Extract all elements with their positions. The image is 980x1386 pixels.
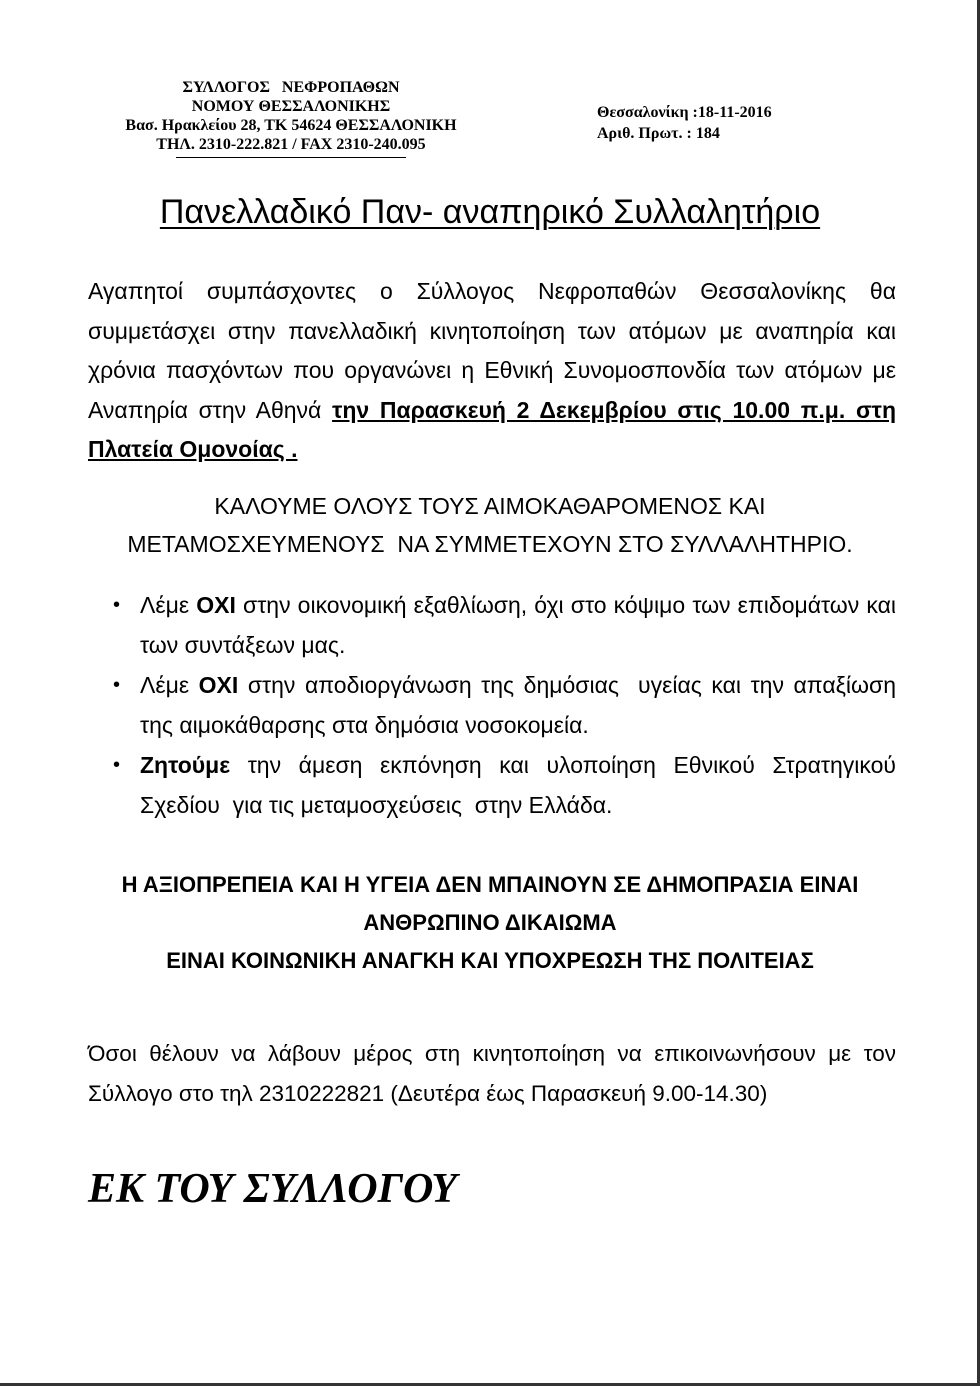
slogan: [0, 866, 980, 980]
place-date: Θεσσαλονίκη :18-11-2016: [597, 104, 772, 121]
demands-list: [110, 585, 903, 825]
letterhead-divider: [176, 157, 406, 158]
bullet-lead: Λέμε: [140, 592, 197, 618]
slogan-line: ΕΙΝΑΙ ΚΟΙΝΩΝΙΚΗ ΑΝΑΓΚΗ ΚΑΙ ΥΠΟΧΡΕΩΣΗ ΤΗΣ ΠΟΛΙΤΕΙΑΣ: [166, 948, 814, 973]
bullet-icon: •: [113, 754, 121, 776]
org-name: ΣΥΛΛΟΓΟΣ ΝΕΦΡΟΠΑΘΩΝ: [182, 79, 400, 96]
call-line: ΚΑΛΟΥΜΕ ΟΛΟΥΣ ΤΟΥΣ ΑΙΜΟΚΑΘΑΡΟΜΕΝΟΣ ΚΑΙ: [214, 493, 766, 519]
call-to-participate: [0, 487, 980, 563]
bullet-lead: Λέμε: [140, 672, 199, 698]
bullet-text: την άμεση εκπόνηση και υλοποίηση Εθνικού Στρατηγικού Σχεδίου για τις μεταμοσχεύσεις στην Ελλάδα.: [140, 752, 903, 818]
bullet-text: στην οικονομική εξαθλίωση, όχι στο κόψιμο των επιδομάτων και των συντάξεων μας.: [140, 592, 896, 658]
document-meta: [597, 102, 772, 144]
org-phone-fax: ΤΗΛ. 2310-222.821 / FAX 2310-240.095: [156, 136, 426, 153]
slogan-line: Η ΑΞΙΟΠΡΕΠΕΙΑ ΚΑΙ Η ΥΓΕΙΑ ΔΕΝ ΜΠΑΙΝΟΥΝ ΣΕ ΔΗΜΟΠΡΑΣΙΑ ΕΙΝΑΙ: [121, 872, 859, 897]
organization-letterhead: [96, 78, 486, 158]
bullet-emphasis: ΟΧΙ: [198, 672, 239, 698]
org-prefecture: ΝΟΜΟΥ ΘΕΣΣΑΛΟΝΙΚΗΣ: [191, 98, 391, 115]
event-date-location: την Παρασκευή 2 Δεκεμβρίου στις 10.00 π.μ. στη Πλατεία Ομονοίας .: [88, 396, 896, 462]
page-title-text: Πανελλαδικό Παν- αναπηρικό Συλλαλητήριο: [159, 193, 821, 231]
bullet-icon: •: [113, 674, 121, 696]
bullet-emphasis: Ζητούμε: [140, 752, 231, 778]
bullet-emphasis: ΟΧΙ: [196, 592, 236, 618]
protocol-number: Αριθ. Πρωτ. : 184: [597, 125, 720, 142]
bullet-icon: •: [113, 594, 121, 616]
contact-paragraph: Όσοι θέλουν να λάβουν μέρος στη κινητοποίηση να επικοινωνήσουν με τον Σύλλογο στο τηλ 2310222821 (Δευτέρα έως Παρασκευή 9.00-14.30): [88, 1041, 896, 1106]
list-item: [110, 745, 903, 825]
intro-text: Αγαπητοί συμπάσχοντες ο Σύλλογος Νεφροπαθών Θεσσαλονίκης θα συμμετάσχει στην πανελλαδική κινητοποίηση των ατόμων με αναπηρία και χρόνια πασχόντων που οργανώνει η Εθνική Συνομοσπονδία των ατόμων με Αναπηρία στην Αθηνά: [88, 278, 896, 423]
list-item: [110, 585, 896, 665]
intro-paragraph: [88, 272, 896, 470]
list-item: [110, 665, 903, 745]
call-line: ΜΕΤΑΜΟΣΧΕΥΜΕΝΟΥΣ ΝΑ ΣΥΜΜΕΤΕΧΟΥΝ ΣΤΟ ΣΥΛΛΑΛΗΤΗΡΙΟ.: [127, 531, 853, 557]
slogan-line: ΑΝΘΡΩΠΙΝΟ ΔΙΚΑΙΩΜΑ: [363, 910, 617, 935]
bullet-text: στην αποδιοργάνωση της δημόσιας υγείας και την απαξίωση της αιμοκάθαρσης στα δημόσια νοσοκομεία.: [140, 672, 903, 738]
signature-line: ΕΚ ΤΟΥ ΣΥΛΛΟΓΟΥ: [88, 1166, 457, 1212]
page-title: [0, 190, 980, 234]
org-address: Βασ. Ηρακλείου 28, ΤΚ 54624 ΘΕΣΣΑΛΟΝΙΚΗ: [125, 117, 457, 134]
